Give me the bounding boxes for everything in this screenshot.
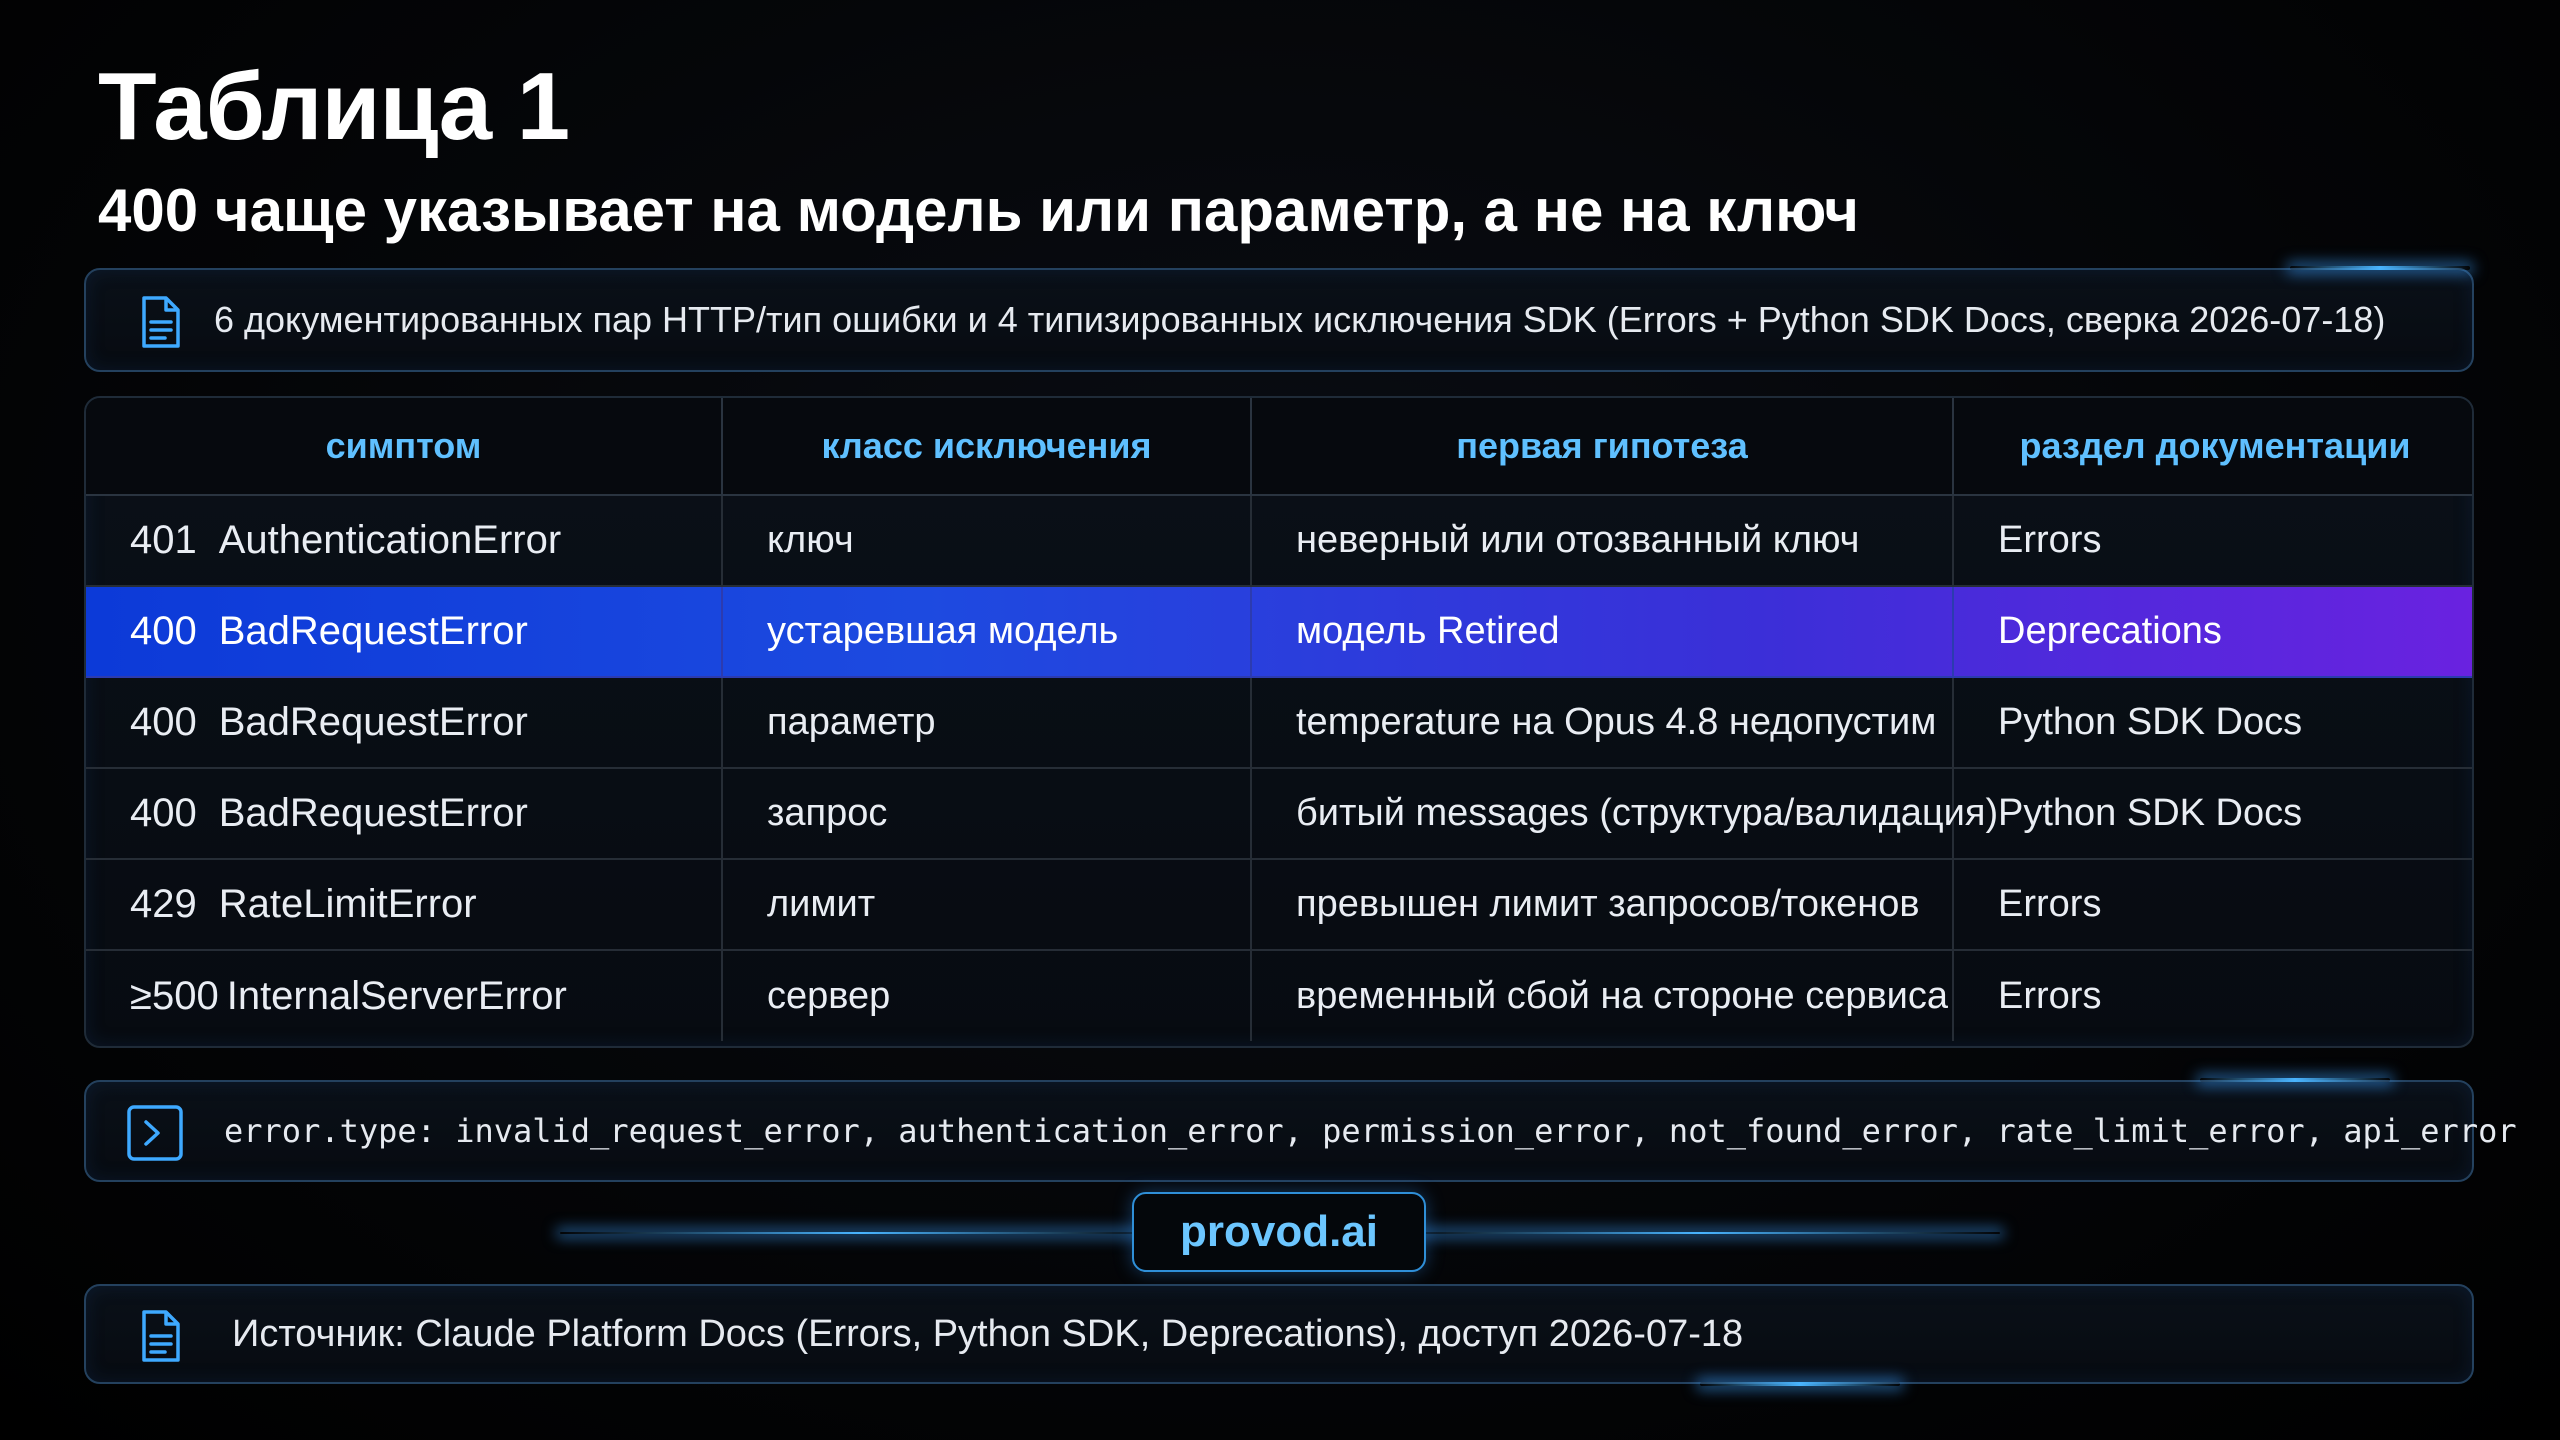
source-text: Источник: Claude Platform Docs (Errors, Python SDK, Deprecations), доступ 2026-07-18 — [232, 1313, 1744, 1355]
status-code: 400 — [130, 700, 197, 744]
brand-logo: provod.ai — [1132, 1192, 1426, 1272]
cell-symptom — [86, 859, 722, 950]
error-name: InternalServerError — [226, 973, 567, 1018]
error-name: BadRequestError — [218, 609, 528, 653]
table-row — [86, 768, 2474, 859]
cell-symptom — [86, 495, 722, 586]
cell-doc-section: Errors — [1998, 974, 2102, 1017]
cell-exception-class: запрос — [722, 768, 1251, 859]
cell-exception-class: ключ — [722, 495, 1251, 586]
glow-accent — [2290, 266, 2470, 270]
cell-doc-section: Errors — [1953, 859, 2474, 950]
cell-symptom — [86, 950, 722, 1041]
cell-exception-class: устаревшая модель — [722, 586, 1251, 677]
status-code: 429 — [130, 882, 197, 926]
table-row — [86, 495, 2474, 586]
column-header-hypothesis: первая гипотеза — [1251, 398, 1953, 495]
error-type-list: error.type: invalid_request_error, authentication_error, permission_error, not_found_error, rate_limit_error, api_error — [224, 1112, 2517, 1150]
error-name: AuthenticationError — [218, 518, 562, 562]
page-subtitle: 400 чаще указывает на модель или параметр, а не на ключ — [98, 177, 1859, 244]
cell-hypothesis: превышен лимит запросов/токенов — [1251, 859, 1953, 950]
cell-doc-section: Python SDK Docs — [1953, 677, 2474, 768]
cell-hypothesis: битый messages (структура/валидация) — [1251, 768, 1953, 859]
page-title: Таблица 1 — [98, 53, 570, 160]
document-icon — [132, 294, 188, 350]
glow-accent — [2200, 1078, 2390, 1082]
status-code: 400 — [130, 791, 197, 835]
brand-line-right — [1400, 1232, 2000, 1234]
column-header-symptom: симптом — [86, 398, 722, 495]
table-row — [86, 677, 2474, 768]
cell-hypothesis: временный сбой на стороне сервиса — [1251, 950, 1953, 1041]
error-name: BadRequestError — [218, 791, 528, 835]
status-code: 400 — [130, 609, 197, 653]
table-header-row — [86, 398, 2474, 495]
summary-text: 6 документированных пар HTTP/тип ошибки и 4 типизированных исключения SDK (Errors + Python SDK Docs, сверка 2026-07-18) — [214, 299, 2386, 340]
cell-symptom — [86, 768, 722, 859]
table-row-highlighted — [86, 586, 2474, 677]
status-code: 401 — [130, 518, 197, 562]
cell-symptom — [86, 677, 722, 768]
glow-accent — [1700, 1382, 1900, 1386]
brand-line-left — [560, 1232, 1160, 1234]
table-row — [86, 950, 2474, 1041]
column-header-exception-class: класс исключения — [722, 398, 1251, 495]
error-name: RateLimitError — [218, 882, 477, 926]
terminal-icon — [126, 1104, 184, 1162]
status-code: ≥500 — [130, 973, 219, 1018]
source-panel — [84, 1284, 2474, 1384]
cell-doc-section: Errors — [1953, 495, 2474, 586]
error-type-panel — [84, 1080, 2517, 1182]
cell-symptom — [86, 586, 722, 677]
cell-doc-section: Python SDK Docs — [1953, 768, 2474, 859]
cell-hypothesis: temperature на Opus 4.8 недопустим — [1251, 677, 1953, 768]
document-icon — [132, 1308, 188, 1364]
cell-hypothesis: неверный или отозванный ключ — [1251, 495, 1953, 586]
cell-hypothesis: модель Retired — [1251, 586, 1953, 677]
cell-doc-section: Deprecations — [1953, 586, 2474, 677]
cell-exception-class: сервер — [722, 950, 1251, 1041]
error-table — [84, 396, 2474, 1048]
summary-banner — [84, 268, 2474, 372]
error-name: BadRequestError — [218, 700, 528, 744]
column-header-doc-section: раздел документации — [1953, 398, 2474, 495]
table-row — [86, 859, 2474, 950]
cell-exception-class: лимит — [722, 859, 1251, 950]
cell-exception-class: параметр — [722, 677, 1251, 768]
